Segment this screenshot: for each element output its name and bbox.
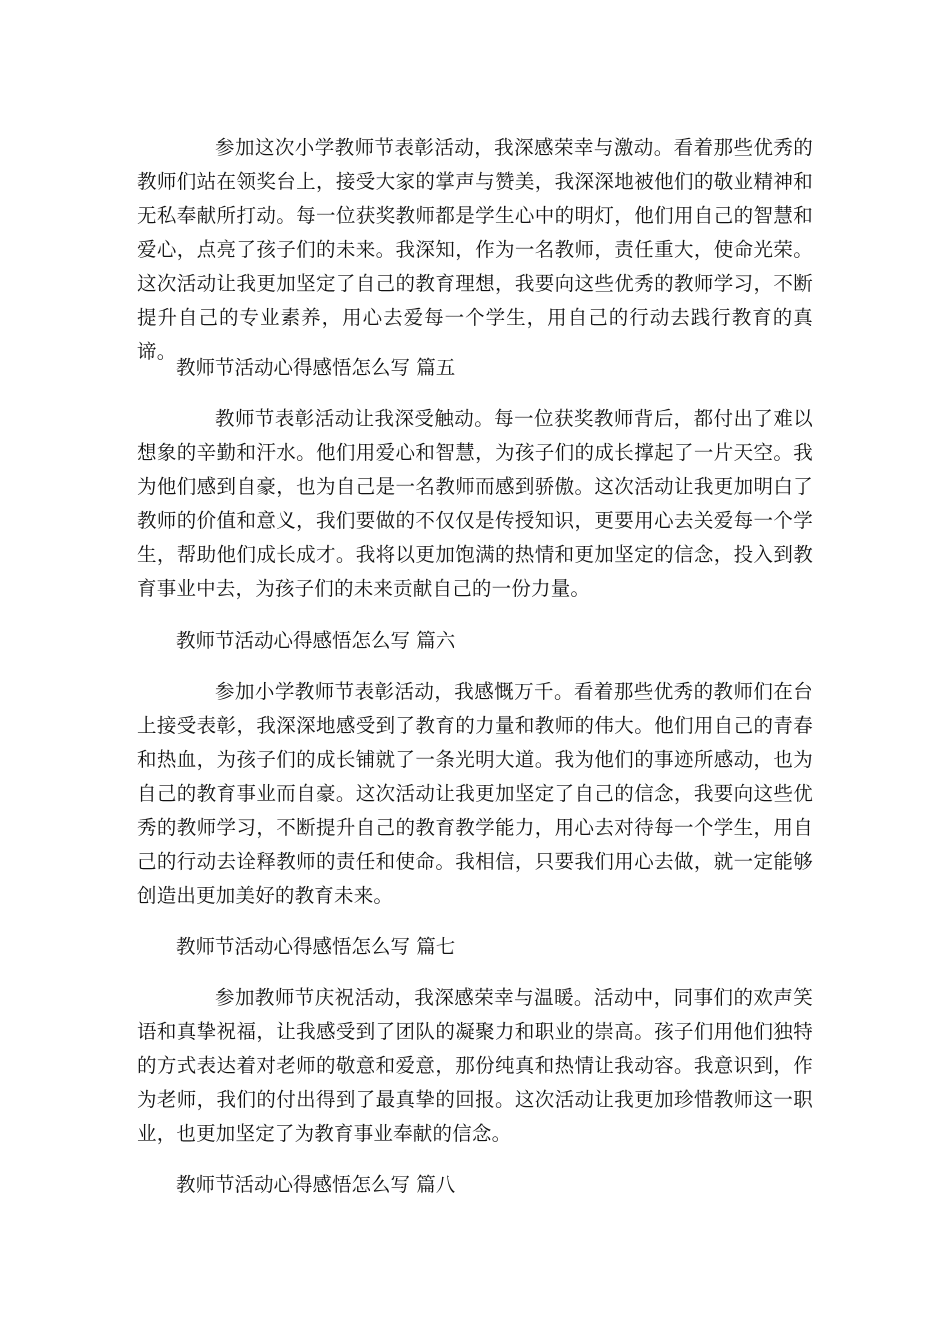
paragraph-1: 参加这次小学教师节表彰活动，我深感荣幸与激动。看着那些优秀的教师们站在领奖台上，接受大家的掌声与赞美，我深深地被他们的敬业精神和无私奉献所打动。每一位获奖教师都是学生心中的明灯，他们用自己的智慧和爱心，点亮了孩子们的未来。我深知，作为一名教师，责任重大，使命光荣。这次活动让我更加坚定了自己的教育理想，我要向这些优秀的教师学习，不断提升自己的专业素养，用心去爱每一个学生，用自己的行动去践行教育的真谛。 — [137, 136, 813, 363]
section-heading-8: 教师节活动心得感悟怎么写 篇八 — [176, 1173, 456, 1196]
section-heading-7: 教师节活动心得感悟怎么写 篇七 — [176, 935, 456, 958]
paragraph-3: 参加小学教师节表彰活动，我感慨万千。看着那些优秀的教师们在台上接受表彰，我深深地感受到了教育的力量和教师的伟大。他们用自己的青春和热血，为孩子们的成长铺就了一条光明大道。我为他们的事迹所感动，也为自己的教育事业而自豪。这次活动让我更加坚定了自己的信念，我要向这些优秀的教师学习，不断提升自己的教育教学能力，用心去对待每一个学生，用自己的行动去诠释教师的责任和使命。我相信，只要我们用心去做，就一定能够创造出更加美好的教育未来。 — [137, 680, 813, 907]
section-heading-6: 教师节活动心得感悟怎么写 篇六 — [176, 629, 456, 652]
paragraph-4: 参加教师节庆祝活动，我深感荣幸与温暖。活动中，同事们的欢声笑语和真挚祝福，让我感受到了团队的凝聚力和职业的崇高。孩子们用他们独特的方式表达着对老师的敬意和爱意，那份纯真和热情让我动容。我意识到，作为老师，我们的付出得到了最真挚的回报。这次活动让我更加珍惜教师这一职业，也更加坚定了为教育事业奉献的信念。 — [137, 986, 813, 1145]
section-heading-5: 教师节活动心得感悟怎么写 篇五 — [176, 356, 456, 379]
paragraph-2: 教师节表彰活动让我深受触动。每一位获奖教师背后，都付出了难以想象的辛勤和汗水。他们用爱心和智慧，为孩子们的成长撑起了一片天空。我为他们感到自豪，也为自己是一名教师而感到骄傲。这次活动让我更加明白了教师的价值和意义，我们要做的不仅仅是传授知识，更要用心去关爱每一个学生，帮助他们成长成才。我将以更加饱满的热情和更加坚定的信念，投入到教育事业中去，为孩子们的未来贡献自己的一份力量。 — [137, 407, 813, 600]
